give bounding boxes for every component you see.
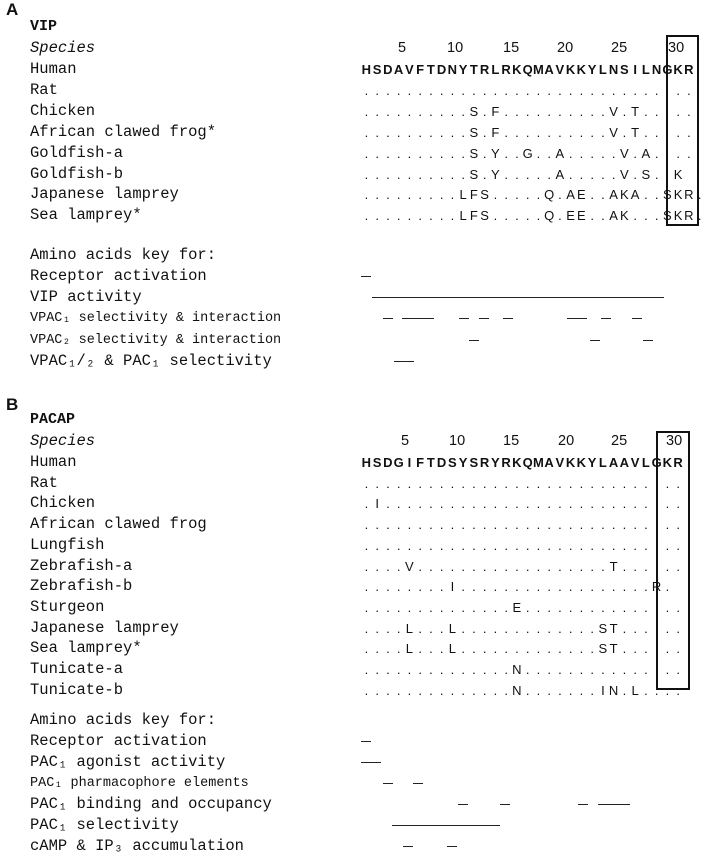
alignment-row	[0, 205, 706, 226]
species-name: Chicken	[30, 494, 96, 513]
species-header: Species	[30, 39, 96, 57]
species-name: Lungfish	[30, 535, 105, 554]
species-name: Rat	[30, 473, 58, 492]
position-number: 25	[611, 40, 628, 56]
sequence: . . . . . . . . . . . . . . E . . . . . . . . . . . . . . .	[364, 599, 680, 615]
sequence: . . . . . . . . I . . . . . . . . . . . . . . . . . . R .	[364, 579, 670, 595]
key-label: Receptor activation	[30, 267, 207, 285]
key-marker	[469, 340, 479, 341]
key-marker	[479, 318, 489, 319]
alignment-row	[0, 122, 706, 143]
position-number: 5	[398, 40, 407, 56]
sequence: H S DG I F T D S Y S R Y RKQMA V KK Y L AA V L GKR	[361, 455, 683, 470]
alignment-row	[0, 576, 706, 597]
panel-a-title: VIP	[30, 18, 58, 35]
key-marker	[383, 318, 393, 319]
sequence: . . . . . . . . . . . . . . . . . . . . . . . . . . . . . .	[364, 537, 680, 553]
key-label: cAMP & IP₃ accumulation	[30, 837, 244, 855]
key-marker	[413, 783, 423, 784]
alignment-row	[0, 59, 706, 80]
key-header-row	[0, 245, 706, 266]
alignment-row	[0, 514, 706, 535]
sequence: . . . . . . . . . L F S . . . . . Q . A E . . A K A . . S K R .	[364, 187, 702, 203]
key-marker	[598, 804, 630, 805]
species-name: Sea lamprey*	[30, 206, 142, 225]
key-marker	[632, 318, 642, 319]
sequence: . . . . . . . . . . . . . . N . . . . . . . . . . . . . . .	[364, 662, 680, 677]
position-number: 20	[558, 433, 575, 449]
key-label: PAC₁ binding and occupancy	[30, 795, 272, 813]
alignment-row	[0, 556, 706, 577]
panel-b-header-row	[0, 431, 706, 452]
key-label: VPAC₁/₂ & PAC₁ selectivity	[30, 351, 272, 370]
alignment-row	[0, 164, 706, 185]
key-marker	[578, 804, 588, 805]
alignment-row	[0, 659, 706, 680]
species-name: Japanese lamprey	[30, 618, 179, 637]
species-name: Sturgeon	[30, 597, 105, 616]
alignment-row	[0, 101, 706, 122]
key-marker	[361, 762, 381, 763]
key-marker	[372, 297, 664, 298]
species-name: African clawed frog*	[30, 122, 217, 141]
species-name: Human	[30, 60, 77, 78]
panel-a-vip	[0, 0, 706, 380]
panel-b-pacap	[0, 395, 706, 859]
key-marker	[503, 318, 513, 319]
sequence: . . . . . . . . . . . . . . . . . . . . . . . . . . . . . .	[364, 475, 680, 491]
species-name: African clawed frog	[30, 515, 207, 534]
position-number: 10	[449, 433, 466, 449]
panel-a-header-row	[0, 38, 706, 59]
key-marker	[459, 318, 469, 319]
position-number: 30	[668, 40, 685, 56]
species-name: Goldfish-b	[30, 164, 124, 183]
key-marker	[383, 783, 393, 784]
key-marker	[361, 276, 371, 277]
species-header: Species	[30, 432, 96, 450]
alignment-row	[0, 80, 706, 101]
position-number: 15	[503, 433, 520, 449]
panel-b-title: PACAP	[30, 411, 76, 428]
sequence: . . . . L . . . L . . . . . . . . . . . . . S T . . . . . .	[364, 620, 680, 636]
alignment-row	[0, 535, 706, 556]
key-label: VPAC₂ selectivity & interaction	[30, 332, 282, 348]
sequence: . . . . L . . . L . . . . . . . . . . . . . S T . . . . . .	[364, 641, 680, 657]
key-marker	[394, 361, 414, 362]
key-marker	[447, 846, 457, 847]
sequence: H S DA V F T DN Y T R L RKQMA V KK Y L N S I L NGKR	[361, 62, 694, 77]
species-name: Japanese lamprey	[30, 185, 179, 204]
sequence: . . . . . . . . . . S . Y . . . . . A . . . . . V . S . . K	[364, 166, 683, 182]
position-number: 10	[447, 40, 464, 56]
position-number: 25	[611, 433, 628, 449]
alignment-row	[0, 143, 706, 164]
key-marker	[458, 804, 468, 805]
sequence: . . . . . . . . . . . . . . . . . . . . . . . . . . . . . . .	[364, 82, 691, 98]
alignment-row	[0, 618, 706, 639]
sequence: . . . . . . . . . . S . Y . . G . . A . . . . . V . A . . . .	[364, 145, 691, 161]
species-name: Zebrafish-b	[30, 577, 133, 596]
species-name: Human	[30, 453, 77, 471]
key-marker	[361, 741, 371, 742]
key-marker	[392, 825, 500, 826]
sequence: . I . . . . . . . . . . . . . . . . . . . . . . . . . . . .	[364, 496, 680, 512]
alignment-row	[0, 680, 706, 701]
sequence: . . . . . . . . . L F S . . . . . Q . E E . . A K . . . S K R .	[364, 208, 702, 224]
panel-b-letter: B	[6, 395, 19, 414]
sequence: . . . . . . . . . . . . . . . . . . . . . . . . . . . . . .	[364, 517, 680, 533]
key-label: PAC₁ selectivity	[30, 816, 179, 834]
alignment-row	[0, 452, 706, 473]
alignment-row	[0, 184, 706, 205]
key-marker	[500, 804, 510, 805]
species-name: Tunicate-a	[30, 660, 124, 678]
sequence: . . . . . . . . . . . . . . N . . . . . . . I N . L . . . .	[364, 682, 680, 698]
key-label: VPAC₁ selectivity & interaction	[30, 311, 282, 327]
key-marker	[402, 318, 434, 319]
key-label: PAC₁ pharmacophore elements	[30, 776, 249, 791]
alignment-row	[0, 597, 706, 618]
key-label: VIP activity	[30, 288, 142, 307]
key-label: PAC₁ agonist activity	[30, 753, 226, 771]
key-marker	[590, 340, 600, 341]
alignment-row	[0, 473, 706, 494]
position-number: 30	[666, 433, 683, 449]
key-label: Receptor activation	[30, 732, 207, 750]
conserved-gkr-box	[656, 431, 690, 690]
species-name: Goldfish-a	[30, 143, 124, 162]
key-header-row	[0, 710, 706, 731]
position-number: 5	[401, 433, 410, 449]
species-name: Rat	[30, 80, 58, 99]
sequence: . . . . . . . . . . S . F . . . . . . . . . . V . T . . . . .	[364, 103, 691, 119]
panel-a-letter: A	[6, 0, 19, 19]
conserved-gkr-box	[666, 35, 699, 226]
species-name: Zebrafish-a	[30, 556, 133, 575]
key-marker	[643, 340, 653, 341]
sequence: . . . . . . . . . . S . F . . . . . . . . . . V . T . . . . .	[364, 124, 691, 140]
alignment-row	[0, 493, 706, 514]
species-name: Sea lamprey*	[30, 639, 142, 658]
position-number: 20	[557, 40, 574, 56]
key-marker	[567, 318, 587, 319]
key-marker	[403, 846, 413, 847]
position-number: 15	[503, 40, 520, 56]
sequence: . . . . V . . . . . . . . . . . . . . . . . . T . . . . . .	[364, 558, 680, 574]
species-name: Tunicate-b	[30, 680, 124, 699]
key-header: Amino acids key for:	[30, 711, 217, 729]
key-header: Amino acids key for:	[30, 246, 217, 264]
key-marker	[601, 318, 611, 319]
alignment-row	[0, 638, 706, 659]
species-name: Chicken	[30, 101, 96, 120]
